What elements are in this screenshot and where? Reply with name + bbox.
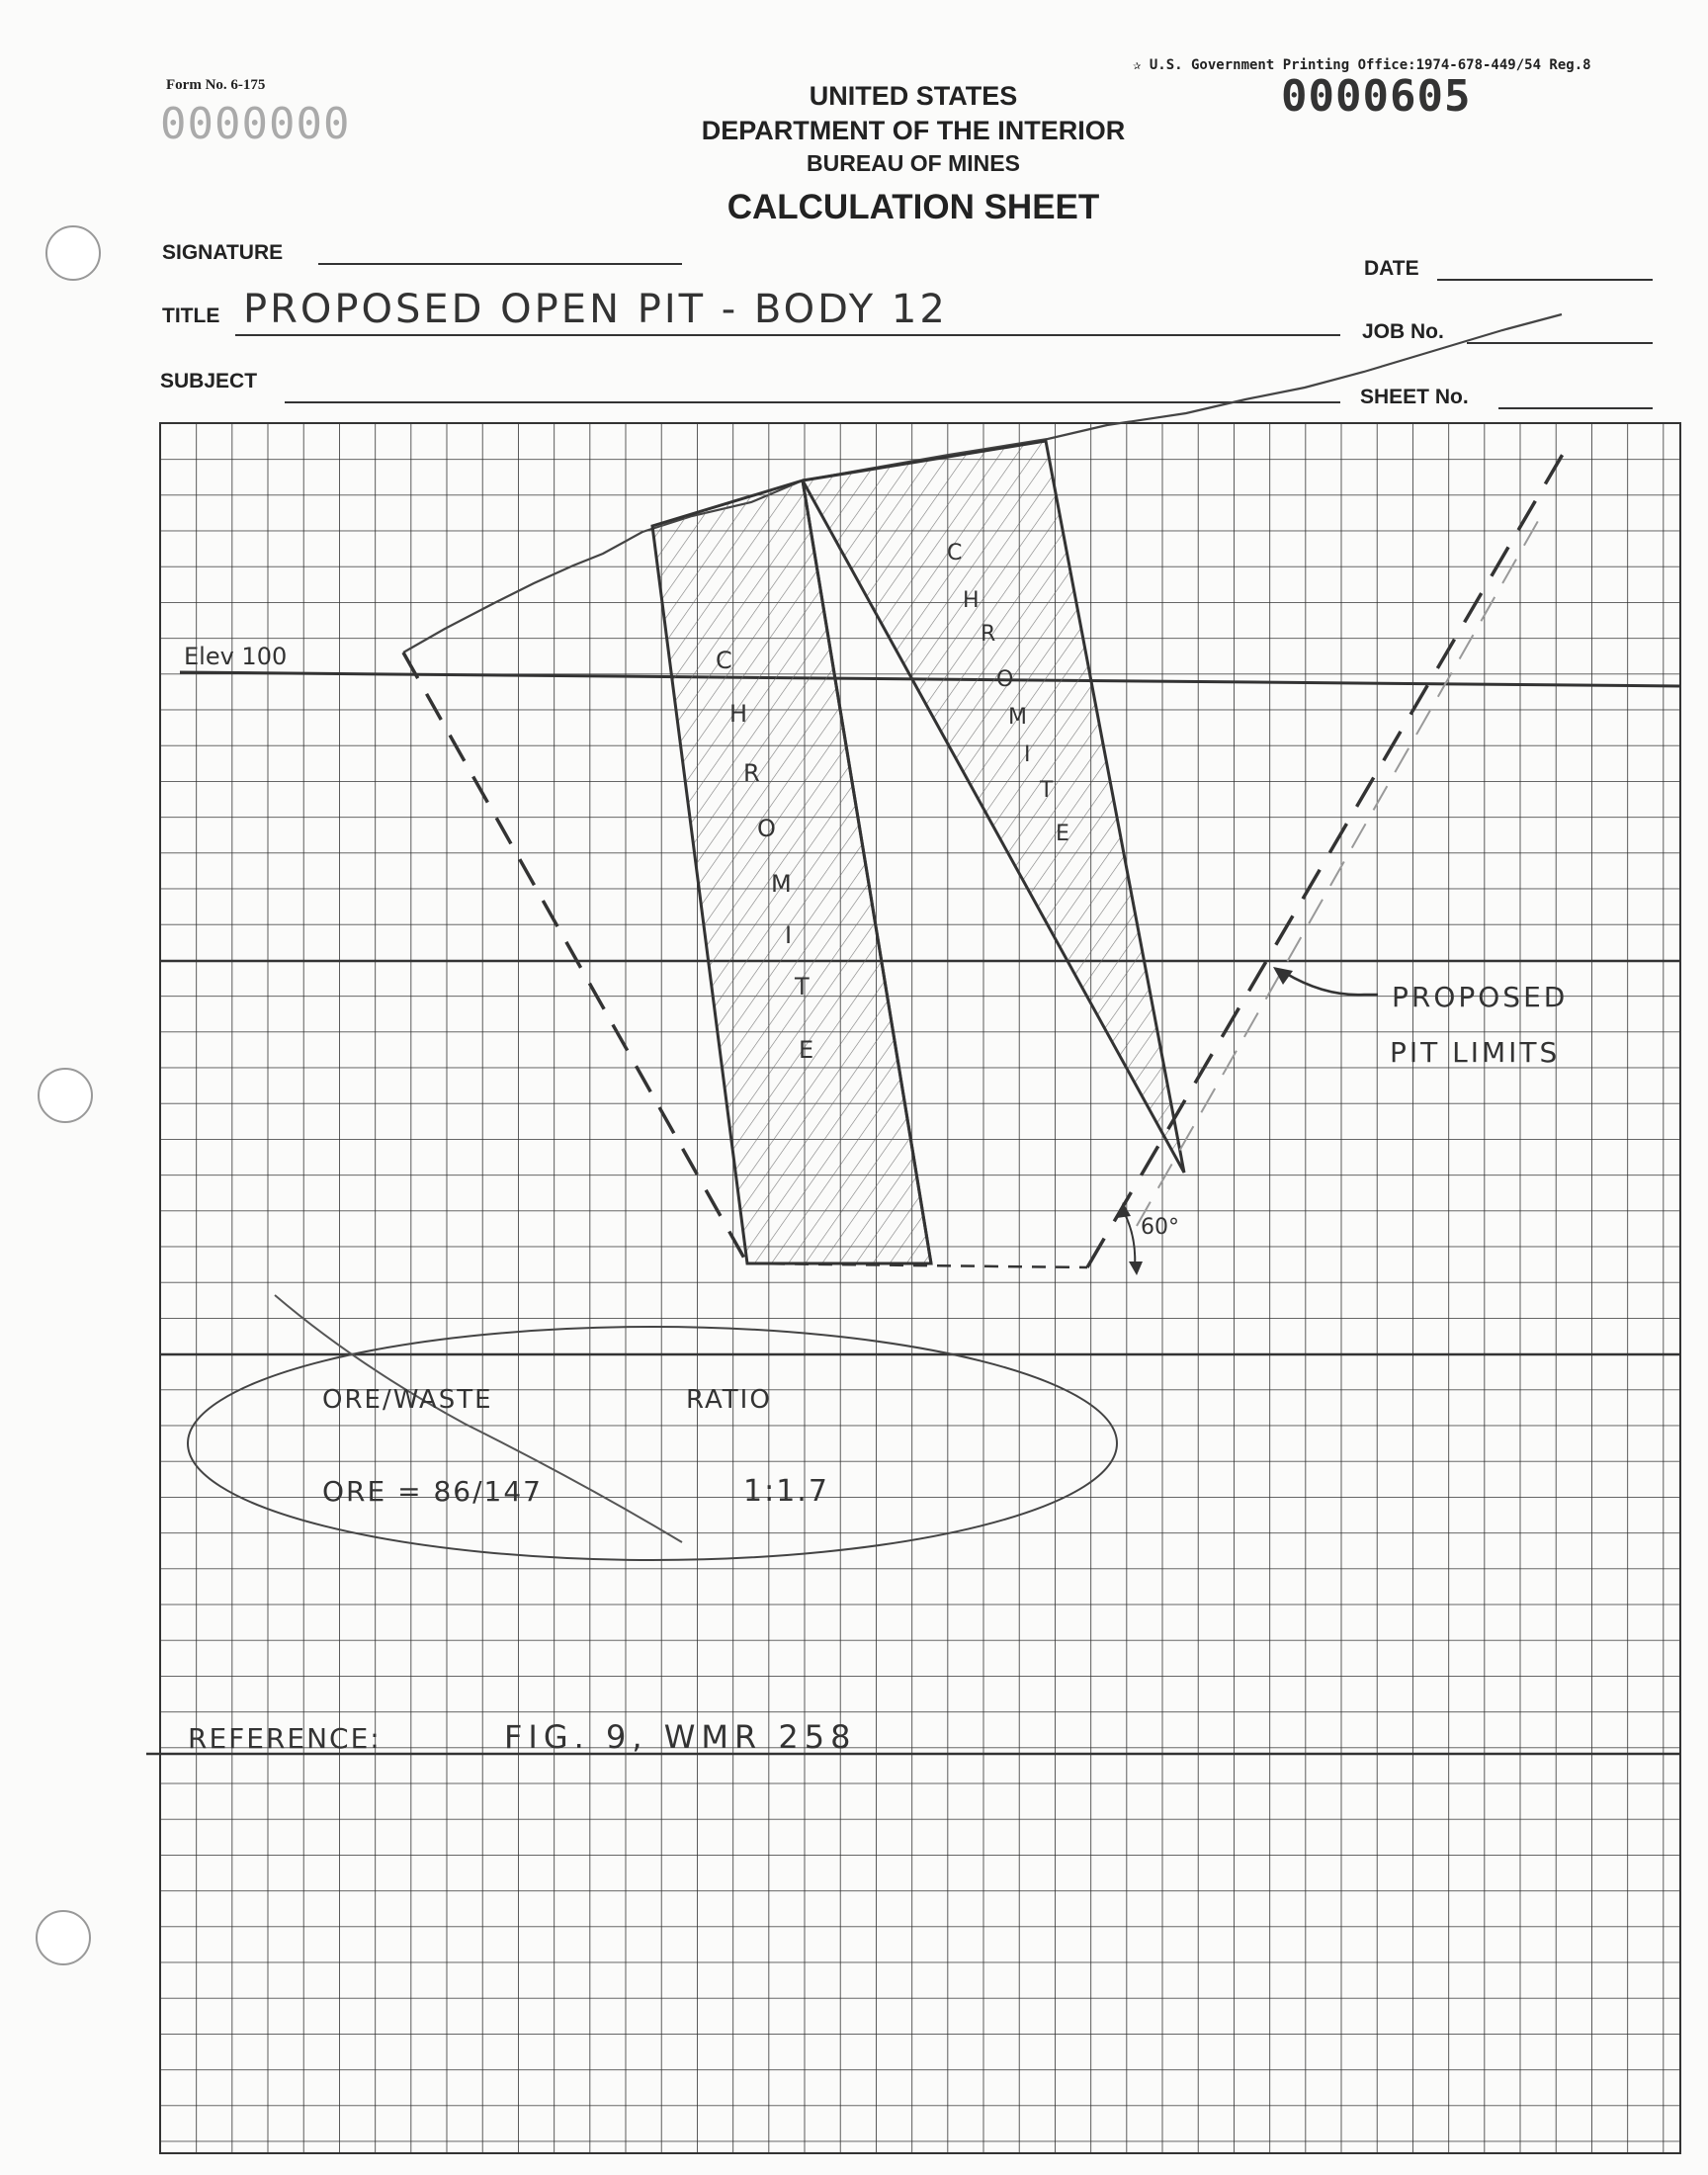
sheet-title: CALCULATION SHEET [726, 188, 1100, 226]
ore-label-right-5: M [1008, 705, 1027, 730]
document-number: 0000605 [1281, 71, 1472, 122]
reference-label: REFERENCE: [188, 1722, 382, 1755]
ore-label-right-2: H [963, 588, 980, 613]
angle-label: 60° [1141, 1215, 1179, 1240]
ratio-value: 1:1.7 [743, 1474, 829, 1509]
ore-label-right-3: R [981, 622, 996, 647]
ratio-heading-1: ORE/WASTE [322, 1385, 493, 1415]
title-value: PROPOSED OPEN PIT - BODY 12 [243, 287, 948, 332]
ratio-formula: ORE = 86/147 [322, 1475, 543, 1508]
elevation-label: Elev 100 [184, 643, 288, 670]
agency-line-2: DEPARTMENT OF THE INTERIOR [701, 116, 1126, 145]
signature-label: SIGNATURE [162, 241, 284, 264]
subject-label: SUBJECT [160, 370, 258, 392]
ore-label-left-4: O [757, 815, 776, 842]
reference-value: FIG. 9, WMR 258 [504, 1718, 857, 1756]
title-label: TITLE [162, 304, 220, 327]
ore-label-right-7: T [1040, 778, 1054, 803]
agency-line-3: BUREAU OF MINES [807, 150, 1020, 176]
agency-line-1: UNITED STATES [809, 81, 1018, 111]
form-number: Form No. 6-175 [166, 77, 266, 93]
ore-label-right-6: I [1024, 742, 1031, 767]
ore-label-right-8: E [1056, 822, 1069, 846]
ore-label-left-1: C [716, 647, 732, 674]
ore-label-right-1: C [947, 541, 963, 566]
job-number-label: JOB No. [1362, 320, 1444, 343]
pit-limits-label-line-1: PROPOSED [1392, 981, 1569, 1013]
printing-office-line: ✰ U.S. Government Printing Office:1974-678-449/54 Reg.8 [1133, 57, 1591, 73]
ore-label-left-8: E [799, 1036, 814, 1064]
sheet-number-label: SHEET No. [1360, 386, 1469, 408]
ore-label-left-5: M [771, 870, 792, 898]
ratio-heading-2: RATIO [686, 1385, 772, 1415]
ore-label-left-3: R [743, 759, 760, 787]
ore-label-left-7: T [795, 973, 810, 1000]
ore-label-left-2: H [729, 700, 748, 728]
left-stamp-number: 0000000 [160, 99, 351, 149]
pit-limits-label-line-2: PIT LIMITS [1390, 1036, 1561, 1069]
date-label: DATE [1364, 257, 1419, 280]
ore-label-right-4: O [996, 667, 1014, 692]
ore-label-left-6: I [785, 921, 793, 949]
